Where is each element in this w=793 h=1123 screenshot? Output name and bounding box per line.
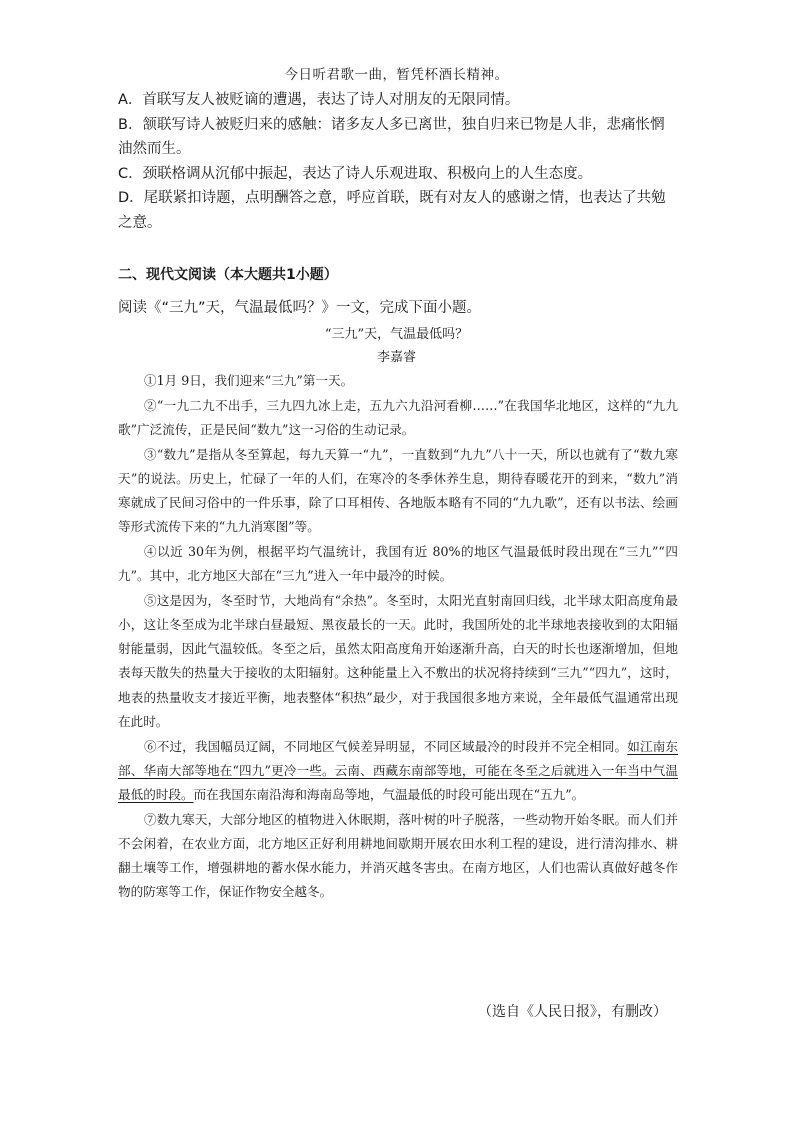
option-b[interactable] — [118, 113, 678, 162]
option-a-label: A． — [118, 92, 143, 108]
article-author: 李嘉睿 — [376, 350, 416, 365]
poem-last-line: 今日听君歌一曲，暂凭杯酒长精神。 — [284, 67, 509, 83]
paragraph-4: ④以近 30年为例，根据平均气温统计，我国有近 80%的地区气温最低时段出现在“三九”“四九”。其中，北方地区大部在“三九”进入一年中最冷的时候。 — [118, 543, 678, 584]
section-title: 二、现代文阅读（本大题共1小题） — [118, 267, 338, 283]
underlined-sentence-1: 如江南东部、华南大部等地在“四九”更冷一些。 — [118, 738, 679, 778]
paragraph-2: ②“一九二九不出手，三九四九冰上走，五九六九沿河看柳……”在我国华北地区，这样的“九九歌”广泛流传，正是民间“数九”这一习俗的生动记录。 — [118, 397, 678, 437]
paragraph-6 — [118, 735, 678, 808]
option-a[interactable] — [118, 88, 678, 113]
answer-options — [118, 88, 678, 235]
paragraph-6-tail: 而在我国东南沿海和海南岛等地，气温最低的时段可能出现在“五九”。 — [193, 786, 585, 802]
paragraph-5: ⑤这是因为，冬至时节，大地尚有“余热”。冬至时，太阳光直射南回归线，北半球太阳高度角最小，这让冬至成为北半球白昼最短、黑夜最长的一天。此时，我国所处的北半球地表接收到的太阳辐射能量弱，因此气温较低。冬至之后，虽然太阳高度角开始逐渐升高，白天的时长也逐渐增加，但地表每天散失的热量大于接收的太阳辐射。这种能量上入不敷出的状况将持续到“三九”“四九”，这时，地表的热量收支才接近平衡，地表整体“积热”最少，对于我国很多地方来说，全年最低气温通常出现在此时。 — [118, 592, 678, 729]
option-b-text: 颔联写诗人被贬归来的感触：诸多友人多已离世，独自归来已物是人非，悲痛怅惘油然而生。 — [118, 116, 665, 157]
option-c[interactable] — [118, 162, 678, 187]
option-c-label: C． — [118, 165, 143, 182]
option-c-text: 颈联格调从沉郁中振起，表达了诗人乐观进取、积极向上的人生态度。 — [142, 165, 593, 182]
article-body — [118, 369, 678, 904]
option-d-label: D． — [118, 190, 144, 206]
option-d-text: 尾联紧扣诗题，点明酬答之意，呼应首联，既有对友人的感谢之情，也表达了共勉之意。 — [118, 190, 666, 231]
paragraph-3: ③“数九”是指从冬至算起，每九天算一“九”，一直数到“九九”八十一天，所以也就有了“数九寒天”的说法。历史上，忙碌了一年的人们，在寒冷的冬季休养生息，期待春暖花开的到来，“数九”消寒就成了民间习俗中的一件乐事，除了口耳相传、各地版本略有不同的“九九歌”，还有以书法、绘画等形式流传下来的“九九消寒图”等。 — [118, 446, 678, 535]
option-a-text: 首联写友人被贬谪的遭遇，表达了诗人对朋友的无限同情。 — [142, 92, 520, 108]
paragraph-6-lead: ⑥不过，我国幅员辽阔，不同地区气候差异明显，不同区域最冷的时段并不完全相同。 — [144, 738, 628, 754]
article-source: （选自《人民日报》，有删改） — [478, 1004, 667, 1020]
paragraph-1: ①1月 9日，我们迎来“三九”第一天。 — [144, 373, 354, 388]
option-d[interactable] — [118, 186, 678, 235]
paragraph-7: ⑦数九寒天，大部分地区的植物进入休眠期，落叶树的叶子脱落，一些动物开始冬眠。而人们并不会闲着，在农业方面，北方地区正好利用耕地间歇期开展农田水利工程的建设，进行清沟排水、耕翻土壤等工作，增强耕地的蓄水保水能力，并消灭越冬害虫。在南方地区，人们也需认真做好越冬作物的防寒等工作，保证作物安全越冬。 — [118, 811, 678, 900]
underlined-sentence-2: 云南、西藏东南部等地，可能在冬至之后就进入一年当中气温最低的时段。 — [118, 762, 678, 802]
option-b-label: B． — [118, 116, 143, 133]
section-intro: 阅读《“三九”天，气温最低吗？》一文，完成下面小题。 — [118, 300, 482, 316]
article-title: “三九”天，气温最低吗？ — [324, 327, 469, 342]
